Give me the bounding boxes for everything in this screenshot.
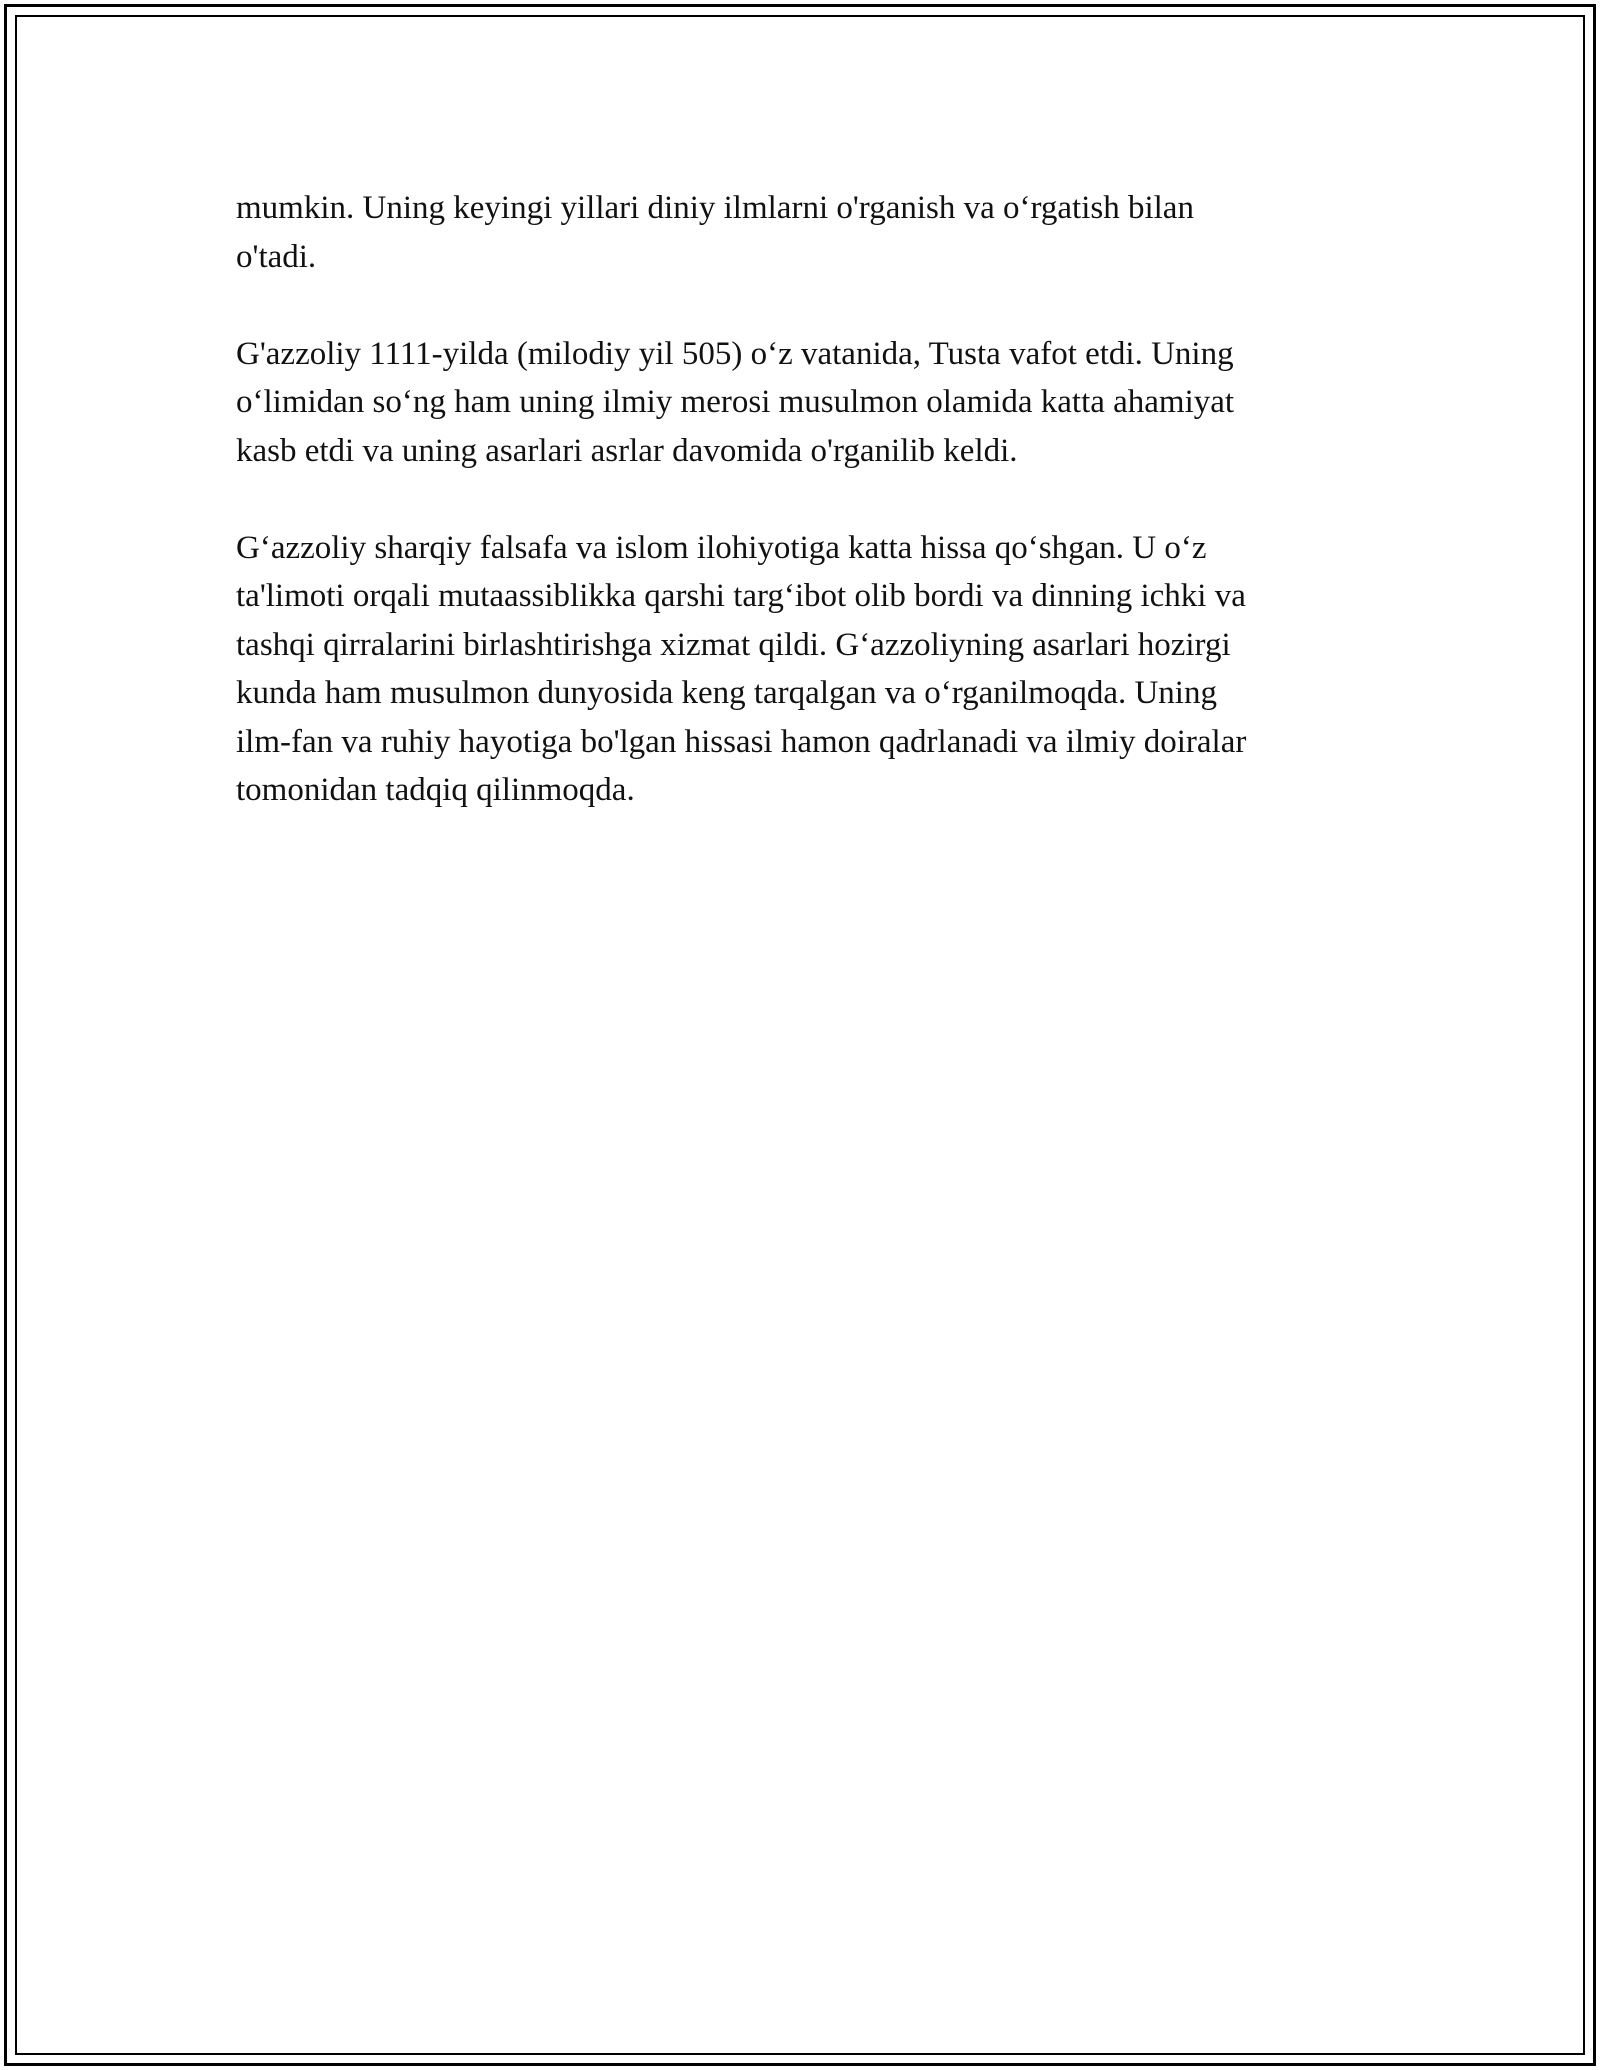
- text-line: G‘azzoliy sharqiy falsafa va islom ilohiyotiga katta hissa qo‘shgan. U o‘z: [236, 529, 1207, 566]
- text-line: o'tadi.: [236, 238, 317, 275]
- text-line: G'azzoliy 1111-yilda (milodiy yil 505) o‘z vatanida, Tusta vafot etdi. Uning: [236, 335, 1234, 372]
- text-line: ta'limoti orqali mutaassiblikka qarshi targ‘ibot olib bordi va dinning ichki va: [236, 578, 1246, 614]
- document-body: [236, 184, 1376, 863]
- text-line: kunda ham musulmon dunyosida keng tarqalgan va o‘rganilmoqda. Uning: [236, 675, 1217, 711]
- text-line: tomonidan tadqiq qilinmoqda.: [236, 772, 635, 808]
- text-line: mumkin. Uning keyingi yillari diniy ilmlarni o'rganish va o‘rgatish bilan: [236, 190, 1194, 226]
- text-line: ilm-fan va ruhiy hayotiga bo'lgan hissasi hamon qadrlanadi va ilmiy doiralar: [236, 723, 1247, 760]
- text-line: kasb etdi va uning asarlari asrlar davomida o'rganilib keldi.: [236, 432, 1018, 469]
- paragraph-3: [236, 524, 1376, 815]
- paragraph-2: [236, 330, 1376, 476]
- paragraph-1: [236, 184, 1376, 281]
- text-line: tashqi qirralarini birlashtirishga xizmat qildi. G‘azzoliyning asarlari hozirgi: [236, 626, 1231, 663]
- text-line: o‘limidan so‘ng ham uning ilmiy merosi musulmon olamida katta ahamiyat: [236, 384, 1235, 420]
